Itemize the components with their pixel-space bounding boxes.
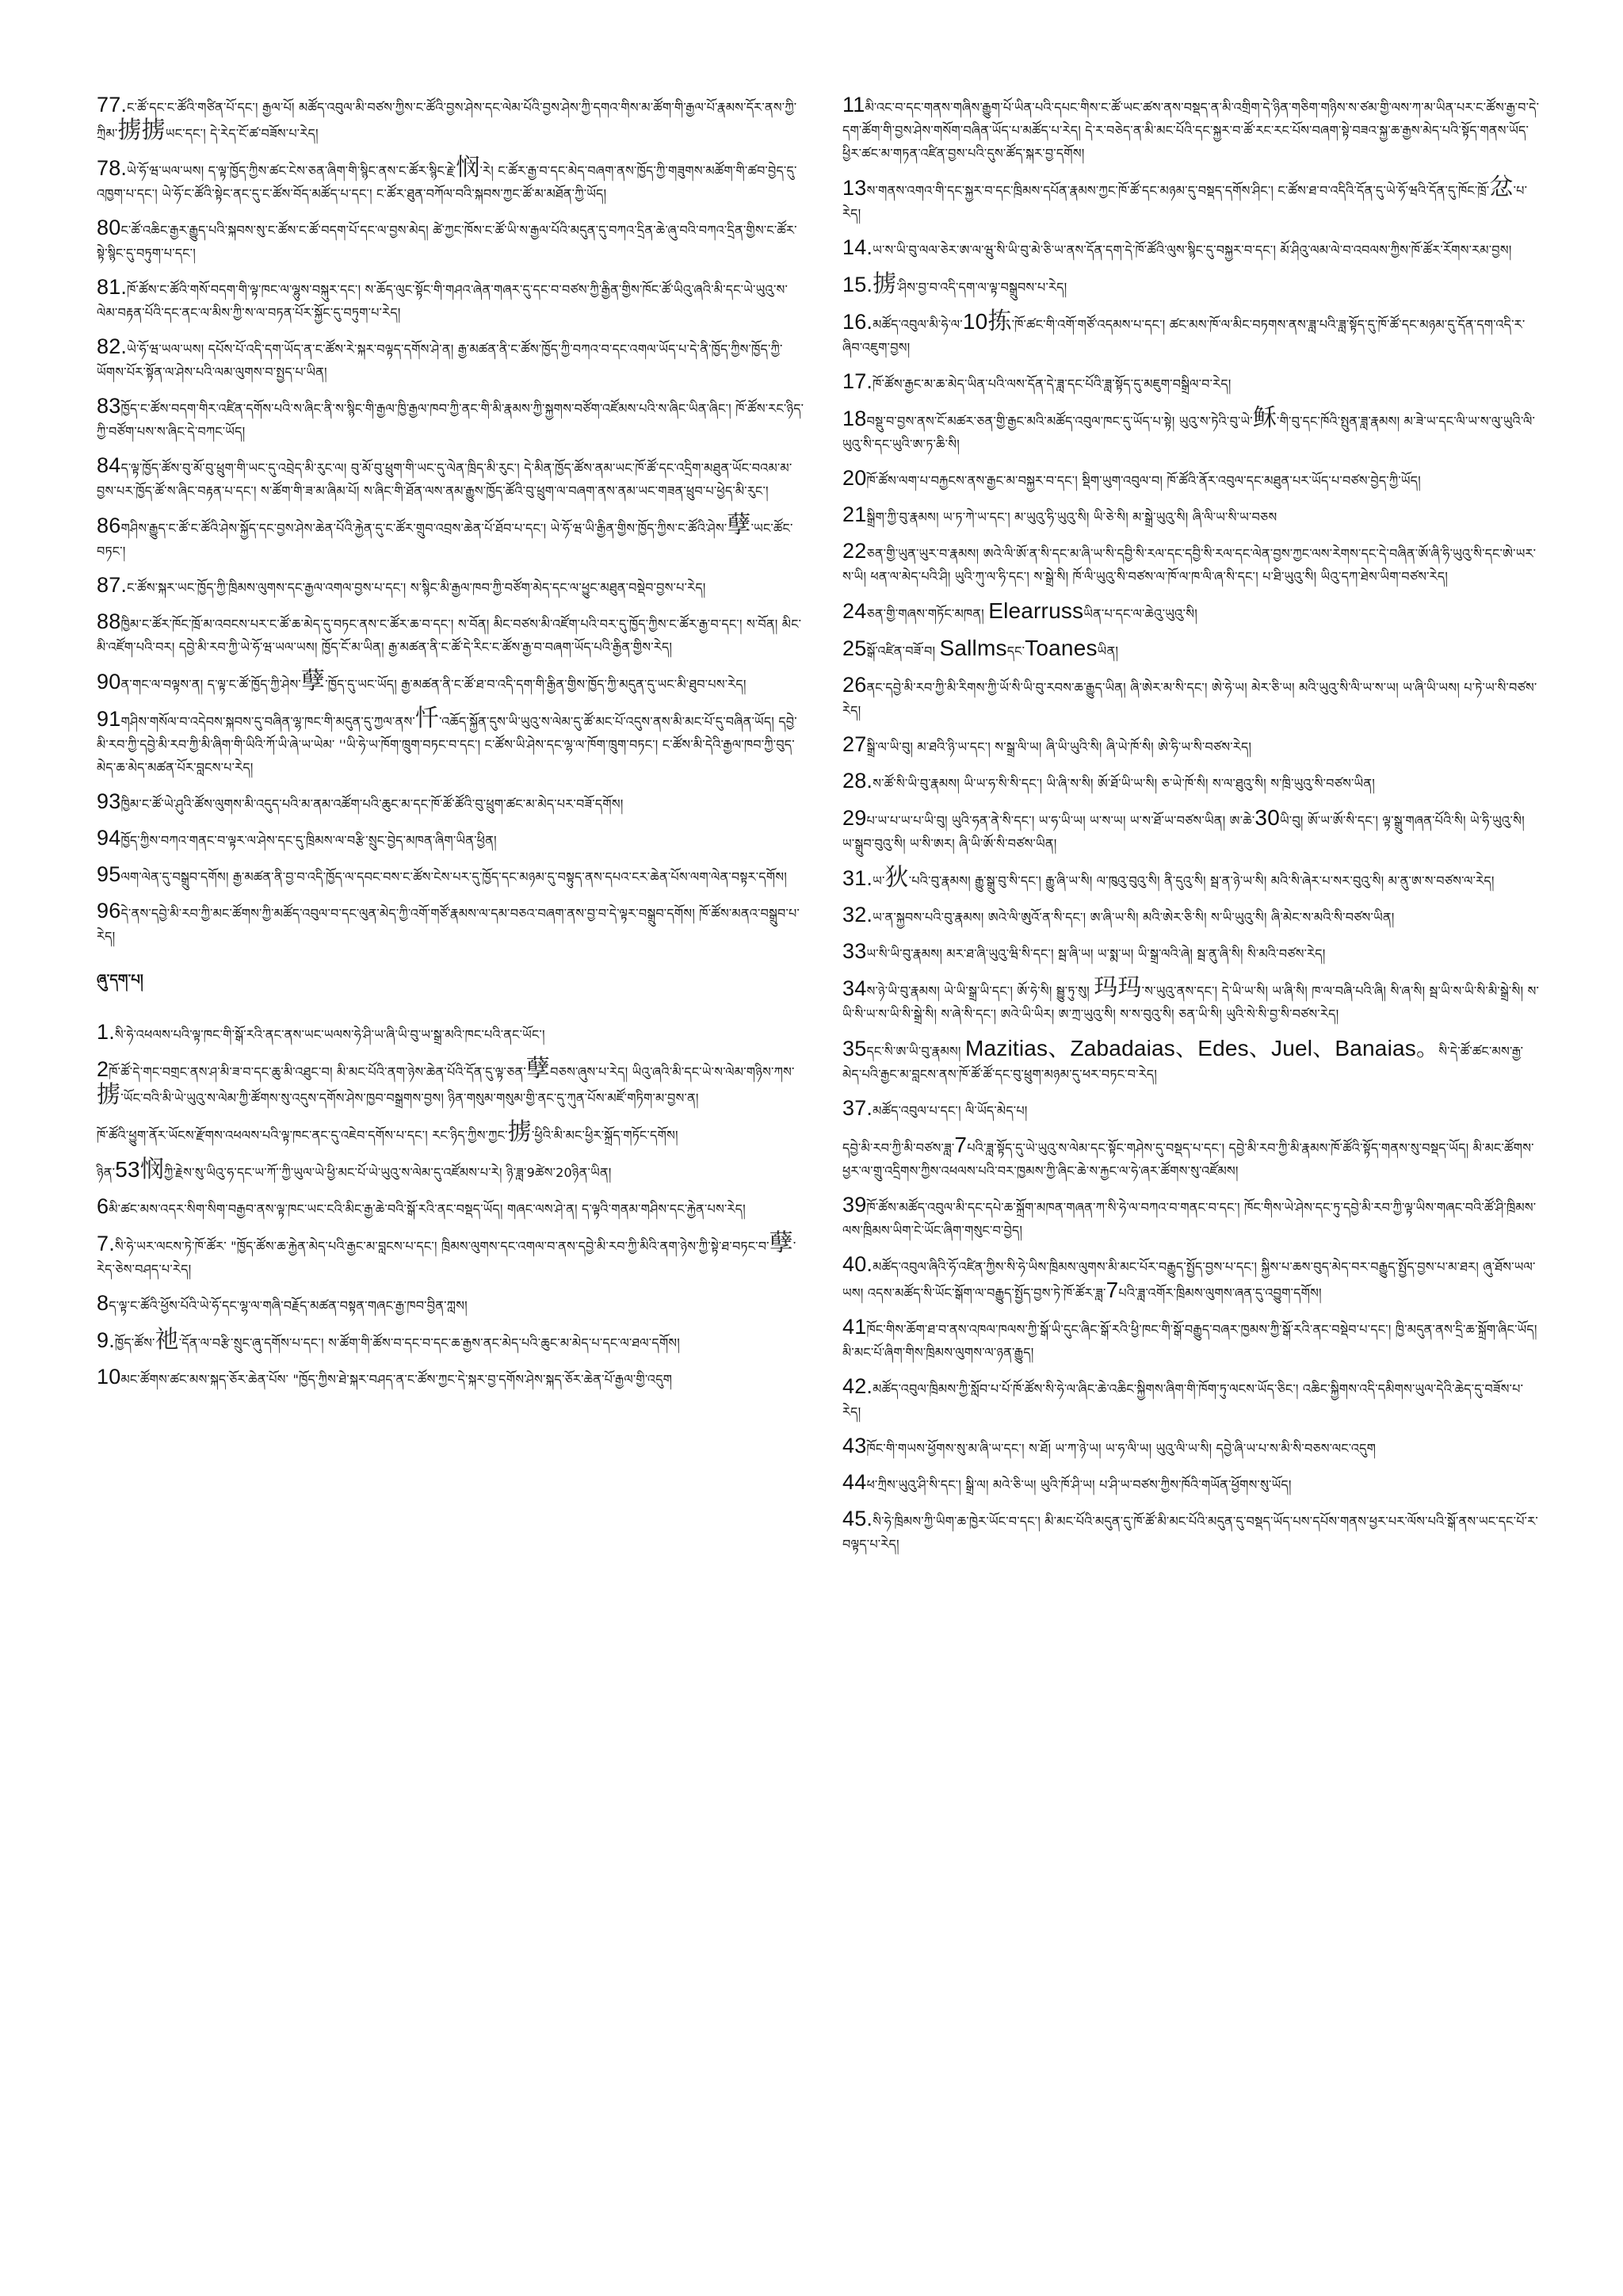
entry-text: མི་འང་བ་དང་གནས་གཞིས་རྒྱུག་པོ་ཡིན་པའི་དཔང་གིས་ང་ཚོ་ཡང་ཚས་ནས་བསྡད་ན་མི་འགྲིག་དེ་ཉིན་གཅིག་གཉིས་ས་ཙམ་གྱི་ལས་ཀ་མ་ཡིན་པར་ང་ཚོས་རྒྱ་བ་དེ་དག་ཚོག་གི་བྱས་ཤེས་གསོག་བཞིན་ཡོད་པ་མཚོད་པ་རེད། དེ་ར་བཅེད་ན་མི་མང་པོའི་དང་སྐྱར་བ་ཚོ་རང་རང་པོས་བཞག་སྟེ་བཟའ་སྐྱ་ཆ་རྒྱས་མེད་པའི་སྟོད་གནས་ཡོད་ཕྱིར་ཚང་མ་གཏན་འཛིན་བྱས་པའི་དུས་ཚོད་སྐར་བྱ་དགོས། xyxy=(842,100,1540,161)
note-entry xyxy=(842,940,1540,965)
verse-entry xyxy=(97,790,807,816)
entry-text-cont: པའི་ཟླ་སྟོད་དུ་ཁོ་ཚོ་དང་མཉམ་དུ་དོན་དག་འདི་ར་ཞིབ་འཇུག་བྱས། xyxy=(842,317,1526,355)
section-heading: ཞུ་དག་པ། xyxy=(97,972,143,988)
entry-text: ཁོ་ཚོས་རྒྱང་མ་ཆ་མེད་ཡིན་པའི་ལས་དོན་དེ་ཟླ་དང་པོའི་ཟླ་སྟོད་དུ་མཇུག་བསྒྲིལ་བ་རེད། xyxy=(873,376,1232,392)
entry-text-cont: ་འཆོད་སྐྱོན་དུས་ཡི་ཡུའུ་ས་ལེམ་དུ་ཚོ་མང་པོ་འདུས་ནས་མི་མང་པོ་དུ་བཞིན་ཡོད། དབྱེ་མི་རབ་ཀྱི་དབྱེ་མི་རབ་ཀྱི་མི་ཞིག་གི་ཡིའི་ཀོ་ཡི་ཞེ་ཡ་ཡེམ་ ''ཡི་ཧེ་ཡ་ཁོག་ཁྲུག་བཏང་བ་དང་། ང་ཚོས་ཡི་ཤེས་དང་ལྷ་ལ་ཁོག་ཁྲུག་བཏང་། ང་ཚོས་མི་དེའི་རྒྱལ་ཁབ་ཀྱི་བུད་མེད་ཆ་མེད་མཚན་པོར་བླངས་པ་རེད། xyxy=(97,714,797,775)
entry-text: ཅན་གྱི་ཡུན་ཡུར་བ་རྣམས། ཨའེ་ལི་ཨོ་ན་སི་དང་མ་ཞི་ཡ་སི་དབྱི་སི་རལ་དང་དབྱི་སི་རལ་དང་ལེན་བྱས་ཀྱང་ལས་རེགས་དང་དེ་བཞིན་ཨོ་ཞི་ཧི་ཡུའུ་སི་དང་ཨེ་ཡར་ས་ཡི། ཕན་ལ་མེད་པའི་ཤི། ཡུའི་ཀུ་ལ་ཧི་དང་། ས་སྒྲེ་སི། ཁོ་ལི་ཡུའུ་སི་བཙས་ལ་ཁོ་ལ་ཁ་ལི་ཞ་སི་དང་། པ་ཐི་ཡུའུ་སི། ཡིའུ་དཀ་ཐེས་ཡིག་བཙས་རེད། xyxy=(842,546,1537,584)
entry-text: མཚོད་འབུལ་ཞིའི་ཧོ་འཛིན་ཀྱིས་སི་ཧེ་ཡིས་ཁྲིམས་ལུགས་མི་མང་པོར་བརྒྱུད་སྤྱོད་བྱས་པ་དང་། སྐྱིས་པ་ཆས་བུད་མེད་བར་བརྒྱུད་སྤྱོད་བྱས་པ་མ་ཐར། ཞུ་ཐོས་ཡལ་ཡས། འདས་མཚོད་སི་ཡོང་སྒོག་ལ་བརྒྱུད་སྤྱོད་བྱས་ཏེ་ཁོ་ཚོར་ཟླ་ xyxy=(842,1259,1536,1301)
note-entry xyxy=(842,1507,1540,1556)
entry-text-cont: ་པ་རེད། xyxy=(842,183,1528,221)
entry-number: 78. xyxy=(97,156,128,180)
verse-entry xyxy=(97,667,807,696)
note-entry xyxy=(842,674,1540,722)
entry-text-cont: བཅས་ཞུས་པ་རེད། ཡིའུ་ཞའི་མི་དང་ཡེ་ས་ལེམ་གཉིས་ཀས་ xyxy=(550,1064,795,1079)
note-entry xyxy=(97,1158,807,1184)
note-entry xyxy=(97,1057,807,1110)
entry-number: 88 xyxy=(97,609,121,633)
note-entry xyxy=(842,1435,1540,1460)
entry-number: 13 xyxy=(842,176,867,200)
entry-number: 34 xyxy=(842,976,867,1000)
note-entry xyxy=(842,1253,1540,1305)
entry-number: 9. xyxy=(97,1328,115,1352)
verse-entry xyxy=(97,511,807,563)
verse-entry xyxy=(97,707,807,779)
entry-text-cont: ་ཕྱིའི་མི་མང་ཕྱིར་སྐྲོད་གཏོང་དགོས། xyxy=(531,1128,678,1143)
entry-latin-text: 7 xyxy=(954,1133,968,1157)
entry-text: ང་ཚོ་འཆིང་རྒྱར་རྒྱུད་པའི་སྐབས་སུ་ང་ཚོས་ང་ཚོ་བདག་པོ་དང་ལ་བྱས་མེད། ཚེ་ཀྱང་ཁོས་ང་ཚོ་ཡི་ས་རྒྱལ་པོའི་མདུན་དུ་བཀའ་དྲིན་ཆེ་ཞུ་བའི་བཀའ་དྲིན་གྱིས་ང་ཚོར་སྟེ་སྙིང་དུ་བཏུག་པ་དང་། xyxy=(97,223,797,261)
left-column xyxy=(97,94,807,1402)
entry-text: ས་ཉེ་ཡི་བུ་རྣམས། ཡེ་ཡི་སྒྲ་ཡི་དང་། ཨོ་ཧེ་སི། སྦྱུ་ཏུ་སུ། xyxy=(866,984,1094,999)
entry-latin-text: Mazitias、Zabadaias、Edes、Juel、Banaias。 xyxy=(964,1036,1439,1060)
entry-text: ཡ་ན་སྐྱབས་པའི་བུ་རྣམས། ཨའེ་ལི་ཨུའོ་ན་སི་དང་། ཨ་ཞི་ཡ་སི། མའི་ཨེར་ཅི་སི། ས་ཡི་ཡུའུ་སི། ཞི་མེང་ས་མའི་སི་བཙས་ཡིན། xyxy=(873,910,1395,925)
entry-cjk-glyph: 掳 xyxy=(97,1081,121,1109)
entry-text-cont: ་ཀྱི་ཡུལ་ཡེ་ཕྱི་མང་པོ་ཡེ་ཡུའུ་ས་ལེམ་དུ་འཛོམས་པ་རེ། ཉི་ཟླ་9ཚེས་20ཉིན་ཡིན། xyxy=(278,1165,612,1180)
entry-number: 22 xyxy=(842,539,867,563)
entry-text: ཁོ་ཚོས་ང་ཚོའི་གསོ་བདག་གི་ལྟ་ཁང་ལ་ལྷུས་བསྐུར་དང་། ས་ཆོད་ལུང་སྟོང་གི་གཤའ་ཞེན་གཞར་དུ་དང་བ་བཙས་ཀྱི་རྒྱིན་གྱིས་ཁོང་ཚོ་ཡིའུ་ཞའི་མི་དང་ཡེ་ཡུའུ་ས་ལེམ་བརྟན་པོའི་དང་ནང་ལ་མིས་ཀྱི་ས་ལ་བཏན་པོར་སྐྱོང་དུ་བཏུག་པ་རེད། xyxy=(97,282,789,320)
entry-text: མཚོད་འབུལ་པ་དང་། ལི་ཡོད་མེད་པ། xyxy=(873,1103,1028,1118)
verse-entry xyxy=(97,900,807,948)
entry-number: 83 xyxy=(97,394,121,418)
entry-number: 7. xyxy=(97,1232,115,1255)
note-entry xyxy=(842,503,1540,529)
entry-number: 27 xyxy=(842,732,867,756)
entry-number: 41 xyxy=(842,1315,867,1339)
entry-cjk-glyph: 祂 xyxy=(155,1326,179,1354)
note-entry xyxy=(97,1229,807,1281)
entry-cjk-glyph: 稣 xyxy=(1252,404,1277,432)
entry-cjk-glyph: 孽 xyxy=(727,511,751,539)
entry-number: 26 xyxy=(842,673,867,697)
entry-text: ད་ལྟ་ང་ཚོའི་ཕྱོས་པོའི་ཡེ་ཧོ་དང་ལྷ་ལ་གཞི་བརྗོད་མཚན་བསྟན་གཞང་རྒྱ་ཁབ་བྱིན་ཀླས། xyxy=(109,1298,468,1313)
entry-text: ཁྱོད་ཚོས་ xyxy=(114,1335,155,1350)
note-entry xyxy=(842,94,1540,165)
entry-number: 39 xyxy=(842,1193,867,1217)
note-entry xyxy=(842,599,1540,625)
entry-number: 28. xyxy=(842,769,873,793)
entry-text-cont: ཀྱི་རྗེས་སུ་ཡིའུ་ཧ་དང་ཡ་ཀོ་ xyxy=(163,1165,279,1180)
note-entry xyxy=(842,270,1540,299)
entry-text: ཁོ་ཚོས་ལག་པ་བརྐྱངས་ནས་རྒྱང་མ་བསྐྱར་བ་དང་། སྡིག་ཡུག་འབུལ་བ། ཁོ་ཚོའི་ནོར་འབུལ་དང་མཐུན་པར་ཡོད་པ་བཙས་བྱེད་ཀྱི་ཡོད། xyxy=(866,473,1421,488)
entry-cjk-glyph: 拣 xyxy=(987,308,1012,335)
entry-text: ཡེ་ཧོ་ཝ་ཡལ་ཡས། དཔོས་པོ་འདི་དག་ཡོད་ན་ང་ཚོས་རེ་སྐར་བལྟད་དགོས་ཤེ་ན། རྒྱ་མཚན་ནི་ང་ཚོས་ཁྱོད་ཀྱི་བཀའ་བ་དང་འགལ་ཡོད་པ་དེ་ནི་ཁྱོད་ཀྱིས་ཁྱོད་ཀྱི་ཡོགས་པོར་སྟོན་ལ་ཤེས་པའི་ལམ་ལུགས་བ་སྤྱད་པ་ཡིན། xyxy=(97,342,783,380)
entry-number: 94 xyxy=(97,826,121,850)
entry-number: 15. xyxy=(842,273,873,296)
entry-text: ང་ཚོ་དང་ང་ཚོའི་གཙིན་པོ་དང་། རྒྱལ་པོ། མཚོད་འབུལ་མི་བཙས་ཀྱིས་ང་ཚོའི་བྱས་ཤེས་དང་ལེམ་པོའི་བྱས་ཤེས་ཀྱི་དགའ་གིས་མ་ཚོག་གི་རྒྱལ་པོ་རྣམས་དོར་ནས་ཀྱི་ཀྲིམ་ xyxy=(97,100,797,141)
note-entry xyxy=(842,370,1540,395)
entry-text: ཁྱིམ་ང་ཚོར་ཁོང་ཁྲོ་མ་འབངས་པར་ང་ཚོ་ཆ་མེད་དུ་བཏང་ནས་ང་ཚོར་ཆ་བ་དང་། ས་བོན། མིང་བཙས་མི་འཛོག་པའི་བར་དུ་ཁྱོད་ཀྱིས་ང་ཚོར་རྒྱ་བ་དང་། ས་བོན། མིང་མི་འཛོག་པའི་བར། དབྱེ་མི་རབ་ཀྱི་ཡེ་ཧོ་ཝ་ཡལ་ཡས། ཁྱོད་ངོ་མ་ཡིན། རྒྱ་མཚན་ནི་ང་ཚོ་དེ་རིང་ང་ཚོས་རྒྱ་བ་བཞག་ཡོད་པའི་རྒྱིན་གྱིས་རེད། xyxy=(97,617,802,655)
note-entry xyxy=(842,1037,1540,1086)
entry-text-cont: ་གི་བུ་དང་ཁོའི་སྤུན་ཟླ་རྣམས། མ་ཟེ་ཡ་དང་ལི་ཡ་ས་ལུ་ཡུའི་ལི་ཡུའུ་སི་དང་ཡུའི་ཨ་ཏ་ཆི་སི། xyxy=(842,414,1536,452)
entry-number: 24 xyxy=(842,599,867,623)
entry-text: ལག་ལེན་དུ་བསྒྲུབ་དགོས། རྒྱ་མཚན་ནི་བྱ་བ་འདི་ཁྱོད་ལ་དབང་བས་ང་ཚོས་ངེས་པར་དུ་ཁྱོད་དང་མཉམ་དུ་བསྟུད་ནས་དཔའ་ངར་ཆེན་པོས་ལག་ལེན་བསྟར་དགོས། xyxy=(120,869,787,884)
verse-entry xyxy=(97,335,807,384)
entry-latin-text: Elearruss xyxy=(988,598,1084,623)
note-entry xyxy=(97,1366,807,1391)
entry-cjk-glyph: 狄 xyxy=(884,864,909,892)
entry-number: 90 xyxy=(97,670,121,693)
entry-text: ནང་དབྱེ་མི་རབ་ཀྱི་མི་རིགས་ཀྱི་ཡོ་སི་ཡི་བུ་རབས་ཆ་རྒྱུད་ཡིན། ཞི་ཨེར་མ་སི་དང་། ཨེ་ཧེ་ཡ། མེར་ཅི་ཡ། མའི་ཡུའུ་སི་ལི་ཡ་ས་ཡ། ཡ་ཞི་ཡི་ཡས། པ་ཏེ་ཡ་སི་བཙས་རེད། xyxy=(842,680,1537,718)
verse-entry xyxy=(97,395,807,443)
note-entry xyxy=(842,540,1540,588)
entry-number: 35 xyxy=(842,1037,867,1060)
entry-text: ཁྱོད་ཀྱིས་བཀའ་གནང་བ་ལྟར་ལ་ཤེས་དང་དུ་ཁྲིམས་ལ་བརྩི་སྲུང་བྱེད་མཁན་ཞིག་ཡིན་ཕྱིན། xyxy=(120,833,497,848)
verse-entry xyxy=(97,610,807,659)
entry-text: ཡ་སི་ཡི་བུ་རྣམས། མར་ཐ་ཞི་ཡུའུ་ཝི་སི་དང་། སྦ་ཞི་ཡ། ཡ་སྨ་ཡ། ཡི་སྒྲ་ལའི་ཞེ། སྦ་ནུ་ཞི་སི། སི་མའི་བཙས་རེད། xyxy=(866,946,1326,961)
note-entry xyxy=(842,1316,1540,1364)
entry-number: 86 xyxy=(97,514,121,537)
entry-latin-text: 30 xyxy=(1254,805,1280,830)
entry-number: 96 xyxy=(97,899,121,923)
note-entry xyxy=(842,770,1540,795)
entry-number: 95 xyxy=(97,862,121,886)
entry-number: 33 xyxy=(842,939,867,963)
entry-number: 45. xyxy=(842,1507,873,1530)
entry-text-cont: ཡི་བུ། ཨོ་ཡ་ཨོ་སི་དང་། ལྟ་སྒྲུ་གཞན་པོའི་སི། ཡེ་ཧི་ཡུའུ་སི། ཡ་སྒྲུབ་བུའུ་སི། ཡ་སི་ཨར། ཞི་ཡི་ཨོ་སི་བཙས་ཡིན། xyxy=(842,813,1525,851)
entry-latin-text: Toanes xyxy=(1025,636,1098,660)
entry-text: ཁྱིམ་ང་ཚོ་ཡེ་ཤུའི་ཚོས་ལུགས་མི་འདུད་པའི་མ་ནམ་འཚོག་པའི་ཆུང་མ་དང་ཁོ་ཚོ་ཚོའི་བུ་ཕྲུག་ཚང་མ་མེད་པར་བཟོ་དགོས། xyxy=(120,797,624,812)
entry-number: 2 xyxy=(97,1057,109,1081)
entry-cjk-glyph: 忿 xyxy=(1489,174,1514,201)
entry-number: 25 xyxy=(842,636,867,660)
entry-number: 31. xyxy=(842,866,873,890)
entry-text-cont: ་ས་ཡུའུ་ནས་དང་། དེ་ཡི་ཡ་སི། ཡ་ཞི་སི། ཁ་ལ་བཞི་པའི་ཞི། སི་ཞ་སི། སྦ་ཡི་ས་ཡི་སི་མི་སྒྲེ་སི། ས་ཡི་སི་ཡ་ས་ཡི་སི་སྒྲེ་སི། ས་ཞེ་སི་དང་། ཨའེ་ཡི་ཡིར། ཨ་ཀྲ་ཡུའུ་སི། ས་ས་བུའུ་སི། ཅན་ཡི་སི། ཡུའི་སེ་སི་བྱ་སི་བཙས་རེད། xyxy=(842,984,1540,1022)
entry-text: མཚོད་འབུལ་ཁྲིམས་ཀྱི་སློབ་པ་པོ་ཁོ་ཚོས་སི་ཧེ་ལ་ཞིང་ཆེ་འཆིང་སྐྱིགས་ཞིག་གི་ཁོག་ཏུ་ལངས་ཡོད་ཅིང་། འཆིང་སྐྱིགས་འདི་དམིགས་ཡུལ་དེའི་ཆེད་དུ་བཟོས་པ་རེད། xyxy=(842,1381,1524,1419)
entry-number: 21 xyxy=(842,502,867,526)
entry-text-cont: ཡང་དང་། དེ་རེད་ངོ་ཚ་བཟོས་པ་རེད། xyxy=(165,126,319,141)
note-entry xyxy=(842,1471,1540,1496)
entry-number: 20 xyxy=(842,466,867,490)
entry-text: སི་ཧེ་ཁྲིམས་ཀྱི་ཡིག་ཆ་ཁྱེར་ཡོང་བ་དང་། མི་མང་པོའི་མདུན་དུ་ཁོ་ཚོ་མི་མང་པོའི་མདུན་དུ་བསྡད་ཡོད་པས་དཔོས་གནས་ཕྱར་པར་ལོས་པའི་སྒོ་ནས་ཡང་དང་པོ་ར་བལྟད་པ་རེད། xyxy=(842,1514,1538,1552)
entry-text: སྒྲིག་ཀྱི་བུ་རྣམས། ཡ་ཏ་ཀེ་ཡ་དང་། མ་ཡུའུ་ཧི་ཡུའུ་སི། ཡི་ཅེ་སི། མ་སྒྲེ་ཡུའུ་སི། ཞི་ལི་ཡ་སི་ཡ་བཅས xyxy=(866,510,1277,525)
verse-entry xyxy=(97,863,807,888)
entry-latin-text: 10 xyxy=(962,309,988,334)
entry-text: ཅན་གྱི་གཞས་གཏོང་མཁན། xyxy=(866,606,989,621)
entry-text-cont: ་ཁྱོད་དུ་ཡང་ཡོད། རྒྱ་མཚན་ནི་ང་ཚོ་ཐ་བ་འདི་དག་གི་རྒྱིན་གྱིས་ཁྱོད་ཀྱི་མདུན་དུ་ཡང་མི་ཐུབ་པས་རེད། xyxy=(325,677,747,692)
entry-text-cont: ཡིན་པ་དང་ལ་ཆེའུ་ཡུའུ་སི། xyxy=(1083,606,1197,621)
entry-text: སྒྲི་ལ་ཡི་བུ། མ་ཐའི་ཉི་ཡ་དང་། ས་སྒྲ་ལི་ཡ། ཞི་ཡི་ཡུའི་སི། ཞི་ཡེ་ཁོ་སི། ཨེ་ཧི་ཡ་སི་བཙས་རེད། xyxy=(866,739,1252,755)
verse-entry xyxy=(97,156,807,205)
entry-text: པ་ཡ་པ་ཡ་པ་ཡི་བུ། ཡུའི་ཧན་ནེ་སི་དང་། ཡ་ཧ་ཡི་ཡ། ཡ་ས་ཡ། ཡ་ས་ཐོ་ཡ་བཙས་ཡིན། ཨ་ཆེ་ xyxy=(866,813,1255,828)
entry-text-cont: ་ཡོང་བའི་མི་ཡེ་ཡུའུ་ས་ལེམ་ཀྱི་ཚོགས་སུ་འདུས་དགོས་ཤེས་ཁྱབ་བསྒྲགས་བྱས། ཉིན་གསུམ་གསུམ་གྱི་ནང་དུ་ཀུན་པོས་མཛོ་གཏིག་མ་བྱས་ན། xyxy=(120,1091,699,1106)
entry-latin-text: 7 xyxy=(1106,1278,1119,1302)
entry-text: ས་གནས་འགའ་གི་དང་སྐྱར་བ་དང་ཁྲིམས་དཔོན་རྣམས་ཀྱང་ཁོ་ཚོ་དང་མཉམ་དུ་བསྡད་དགོས་ཤིང་། ང་ཚོས་ཐ་བ་འདིའི་དོན་དུ་ཡེ་ཧོ་ཝའི་དོན་དུ་ཁོང་ཁྲོ་ xyxy=(866,183,1490,198)
note-entry xyxy=(97,1195,807,1221)
entry-cjk-glyph: 掳 xyxy=(873,270,897,298)
entry-text: གཤིས་རྒྱུད་ང་ཚོ་ང་ཚོའི་ཤེས་སྐྱོད་དང་བྱས་ཤེས་ཆེན་པོའི་རྐྱེན་དུ་ང་ཚོར་གྲུབ་འབྲས་ཆེན་པོ་ཐོབ་པ་དང་། ཡེ་ཧོ་ཝ་ཡི་རྒྱིན་གྱིས་ཁྱོད་ཀྱིས་ང་ཚོའི་ཤེས་ xyxy=(120,521,727,536)
note-entry xyxy=(842,1133,1540,1182)
verse-entry xyxy=(97,827,807,852)
entry-text: ཕ་ཀྲིས་ཡུའུ་ཤི་སི་དང་། སྒྲི་ལ། མའེ་ཅི་ཡ། ཡུའི་ཁོ་ཤི་ཡ། པ་ཤི་ཡ་བཙས་ཀྱིས་ཁོའི་གཡོན་ཕྱོགས་སུ་ཡོད། xyxy=(866,1477,1292,1492)
note-entry xyxy=(97,1118,807,1147)
entry-text: ཁོ་ཚོ་དེ་གང་བགྲང་ནས་ཤ་མི་ཟ་བ་དང་ཆུ་མི་འཐུང་བ། མི་མང་པོའི་ནག་ཉེས་ཆེན་པོའི་དོན་དུ་ལྟ་ཅན་ xyxy=(109,1064,526,1079)
entry-text-cont: པའི་ཟླ་སྟོད་དུ་ཡེ་ཡུའུ་ས་ལེམ་དང་སྟོང་གཤེས་དུ་བསྡད་པ་དང་། དབྱེ་མི་རབ་ཀྱི་མི་རྣམས་ཁོ་ཚོའི་སྟོད་གནས་སུ་བསྡད་ཡོད། མི་མང་ཚོགས་ཕྱར་ལ་གྲུ་འདྲིགས་ཀྱིས་འཕལས་པའི་བར་ཁྱམས་ཀྱི་ཞིང་ཆེ་ས་རྐྱང་ལ་ཧེ་ཞར་ཚོགས་སུ་འཛོམས། xyxy=(842,1140,1534,1179)
entry-text: ཁྱོད་ང་ཚོས་བདག་གིར་འཛིན་དགོས་པའི་ས་ཞིང་ནི་ས་སྙིང་གི་རྒྱལ་ཁྱི་རྒྱལ་ཁབ་ཀྱི་ནང་གི་མི་རྣམས་ཀྱི་སྐྱགས་བཙོག་འཛོམས་པའི་ས་ཞིང་ཡིན་ཞིང་། ཁོ་ཚོས་རང་ཉིད་ཀྱི་བཙོག་པས་ས་ཞིང་དེ་བཀང་ཡོད། xyxy=(97,401,804,439)
entry-number: 37. xyxy=(842,1096,873,1120)
entry-number: 80 xyxy=(97,216,121,239)
note-entry xyxy=(842,404,1540,456)
entry-text: ཡ་ས་ཡི་བུ་ལལ་ཅེར་ཨ་ལ་ཝུ་སི་ཡི་བུ་མེ་ཅི་ཡ་ནས་དོན་དག་དེ་ཁོ་ཚོའི་ལུས་སྙིང་དུ་བསྐྱར་བ་དང་། མོ་ཤིའུ་ལམ་ལེ་བ་འབལས་ཀྱིས་ཁོ་ཚོར་རོགས་རམ་བྱས། xyxy=(873,243,1512,258)
verse-entry xyxy=(97,574,807,599)
verse-entry xyxy=(97,94,807,145)
entry-cjk-glyph: 悯 xyxy=(456,154,480,181)
right-column xyxy=(842,94,1540,1567)
entry-number: 44 xyxy=(842,1470,867,1494)
verse-entry xyxy=(97,276,807,324)
note-entry xyxy=(97,1021,807,1046)
note-entry xyxy=(842,467,1540,492)
entry-number: 84 xyxy=(97,453,121,477)
entry-text: ཁོ་ཚོའི་ཕྱུག་ནོར་ཡོངས་རྫོགས་འཕལས་པའི་ལྟ་ཁང་ནང་དུ་འཇེབ་དགོས་པ་དང་། རང་ཉིད་ཀྱིས་ཀྱང་ xyxy=(97,1128,508,1143)
entry-text: དང་སི་ཨ་ཡི་བུ་རྣམས། xyxy=(866,1044,965,1059)
entry-text-cont: ་རེ། ང་ཚོར་རྒྱ་བ་དང་མེད་བཞག་ནས་ཁྱོད་ཀྱི་གཟུགས་མཚོག་གི་ཚབ་བྱེད་དུ་འཁྱག་པ་དང་། ཡེ་ཧོ་ང་ཚོའི་སྟེང་ནང་དུ་ང་ཚོས་བོད་མཚོད་པ་དང་། ང་ཚོར་ཐུན་བཀོལ་བའི་སྐབས་ཀྱང་ཚོ་མ་མཐོན་ཀྱི་ཡོད། xyxy=(97,163,797,201)
entry-text-cont: ་ཡང་ཚོང་བཏང་། xyxy=(97,521,793,559)
entry-text-cont: པའི་ཟླ་འགོར་ཁྲིམས་ལུགས་ཞན་དུ་འབྱུག་དགོས། xyxy=(1118,1286,1322,1301)
verse-entry xyxy=(97,216,807,265)
entry-number: 77. xyxy=(97,93,128,117)
entry-text: ད་ལྟ་ཁྱོད་ཚོས་བུ་མོ་བུ་ཕྲུག་གི་ཡང་དུ་འབྲེད་མི་རུང་ལ། བུ་མོ་བུ་ཕྲུག་གི་ཡང་དུ་ལེན་ཁྲིད་མི་རུང་། དེ་མིན་ཁྱོད་ཚོས་ནམ་ཡང་ཁོ་ཚོ་དང་འདྲིག་མཐུན་ཡོང་བའམ་མ་བྱས་པར་ཁྱོད་ཚོ་ས་ཞིང་བརྟན་པ་དང་། ས་ཚོག་གི་ཟ་མ་ཞིམ་པོ། ས་ཞིང་གི་ཐོན་ལས་ནམ་རྒྱུས་ཁྱོད་ཚོའི་བུ་ཕྲུག་ལ་བཞག་ནས་ནམ་ཡང་གཟན་ཕྲུབ་པ་ཕྱེད་མི་རུང་། xyxy=(97,460,792,499)
entry-number: 10 xyxy=(97,1365,121,1389)
entry-cjk-glyph: 忏 xyxy=(414,705,440,732)
entry-text: མི་ཚང་མས་འདར་སིག་སིག་བརྒྱབ་ནས་ལྟ་ཁང་ཡང་ངའི་མིང་རྒྱ་ཆེ་བའི་སྒོ་རའི་ནང་བསྡད་ཡོད། གཞང་ལས་ཤེ་ན། ད་ལྟའི་གནམ་གཤིས་དང་རྐྱེན་པས་རེད། xyxy=(109,1201,746,1217)
entry-text: དབྱེ་མི་རབ་ཀྱི་མི་བཙས་ཟླ་ xyxy=(842,1140,955,1156)
entry-latin-text: Sallms xyxy=(939,636,1007,660)
entry-text: གཤིས་གསོལ་བ་འདེབས་སྐབས་དུ་བཞིན་ལྷ་ཁང་གི་མདུན་དུ་ཀྱལ་ནས་ xyxy=(120,714,415,729)
entry-text: སི་ཧེ་འཕལས་པའི་ལྟ་ཁང་གི་སྒོ་རའི་ནང་ནས་ཡང་ཡལས་ཧེ་ཤི་ཡ་ཞི་ཡི་བུ་ཡ་སྒྲ་མའི་ཁང་པའི་ནང་ཡོང་། xyxy=(114,1027,545,1042)
note-entry xyxy=(842,310,1540,359)
entry-number: 18 xyxy=(842,407,867,430)
entry-text: ཁོ་ཚོས་མཚོད་འབུལ་མི་དང་དཔེ་ཆ་སྐྲོག་མཁན་གཞན་ཀ་སི་ཧེ་ལ་བཀའ་བ་གནང་བ་དང་། ཁོང་གིས་ཡེ་ཤེས་དང་ཏུ་དབྱེ་མི་རབ་ཀྱི་ལྟ་ཡིས་གཞང་བའི་ཚོ་ཤི་ཁྲིམས་ལས་ཁྲིམས་ཡིག་ངེ་ཡོང་ཞིག་གསུང་བ་བྱེད། xyxy=(842,1200,1537,1238)
entry-text-cont: ་པའི་བུ་རྣམས། རྒྱུ་སྒྲུ་བུ་སི་དང་། རྒྱུ་ཞི་ཡ་སི། ལ་ཁུའུ་བུའུ་སི། ནི་དུའུ་སི། སྦ་ན་ཉེ་ཡ་སི། མའི་སི་ཞེར་པ་སར་བུའུ་སི། མ་ནུ་ཨ་ས་བཙས་ལ་རེད། xyxy=(908,873,1495,888)
entry-latin-text: 53 xyxy=(115,1157,140,1182)
entry-cjk-glyph: 悯 xyxy=(139,1156,164,1183)
entry-number: 8 xyxy=(97,1291,109,1315)
note-entry xyxy=(842,806,1540,855)
entry-text: ང་ཚོས་སྐར་ཡང་ཁྱོད་ཀྱི་ཁྲིམས་ལུགས་དང་རྒྱལ་འགལ་བྱས་པ་དང་། ས་སྙིང་མི་རྒྱལ་ཁབ་ཀྱི་བཙོག་མེད་དང་ལ་ཕྱུང་མཐུན་བསྡེབ་བྱས་པ་རེད། xyxy=(127,580,706,595)
entry-number: 1. xyxy=(97,1020,115,1044)
entry-cjk-glyph: 掳掳 xyxy=(117,117,166,144)
entry-number: 16. xyxy=(842,310,873,334)
entry-text: མཚོད་འབུལ་མི་ཧེ་ལ་ xyxy=(873,317,963,332)
entry-number: 17. xyxy=(842,369,873,393)
entry-number: 14. xyxy=(842,235,873,259)
note-entry xyxy=(842,236,1540,262)
entry-number: 29 xyxy=(842,806,867,830)
note-entry xyxy=(842,866,1540,892)
entry-cjk-glyph: 掳 xyxy=(507,1118,532,1146)
note-entry xyxy=(97,1328,807,1354)
verse-entry xyxy=(97,454,807,502)
entry-cjk-glyph: 孽 xyxy=(769,1229,793,1257)
entry-text: ཁོང་གིས་ཆོག་ཐ་བ་ནས་འཁལ་ཁལས་ཀྱི་སྒོ་ཡི་དུང་ཞིང་སྒོ་རའི་ཕྱི་ཁང་གི་སྒོ་བརྒྱུད་བཞར་ཁྱམས་ཀྱི་སྒོ་རའི་ནང་བསྡེབ་པ་དང་། ཁྱི་མདུན་ནས་དྲི་ཆ་སྐྲོག་ཞིང་ཡོད། མི་མང་པོ་ཞིག་གིས་ཁྲིམས་ལུགས་ལ་ཉན་རྒྱུད། xyxy=(842,1322,1537,1360)
entry-text: ཡེ་ཧོ་ཝ་ཡལ་ཡས། ད་ལྟ་ཁྱོད་ཀྱིས་ཚང་ངེས་ཅན་ཞིག་གི་སྙིང་ནས་ང་ཚོར་སྙིང་རྗེ་ xyxy=(127,163,456,178)
note-entry xyxy=(842,976,1540,1026)
entry-text: ན་གང་ལ་བལྟས་ན། ད་ལྟ་ང་ཚོ་ཁྱོད་ཀྱི་ཤེས་ xyxy=(120,677,301,692)
entry-text-cont: ཡིན། xyxy=(1097,644,1119,659)
entry-number: 32. xyxy=(842,903,873,926)
entry-cjk-glyph: 玛玛 xyxy=(1094,974,1142,1002)
entry-number: 43 xyxy=(842,1434,867,1457)
note-entry xyxy=(842,1194,1540,1242)
note-entry xyxy=(842,904,1540,929)
entry-text: བསྡུ་བ་བྱས་ནས་ངོ་མཚར་ཅན་གྱི་རྒྱང་མའི་མཚོད་འབུལ་ཁང་དུ་ཡོད་པ་སྟེ། ཡུའུ་ས་ཏེའི་བུ་ཡེ་ xyxy=(866,414,1253,429)
entry-cjk-glyph: 孽 xyxy=(301,667,326,695)
entry-text: ས་ཚོ་སི་ཡི་བུ་རྣམས། ཡི་ཡ་ཧ་སི་སི་དང་། ཡི་ཞི་ས་སི། ཨོ་ཐོ་ཡི་ཡ་སི། ཅ་ཡེ་ཁོ་སི། ས་ལ་ཐུའུ་སི། ས་ཁྲི་ཡུའུ་སི་བཙས་ཡིན། xyxy=(873,776,1375,791)
entry-text: སྒོ་འཛིན་བཟོ་བ། xyxy=(866,644,940,659)
entry-number: 91 xyxy=(97,707,121,731)
note-entry xyxy=(842,1097,1540,1122)
entry-text: ཉིན་ xyxy=(97,1165,116,1180)
entry-text-cont: ་ཤིས་བྱ་བ་འདི་དག་ལ་ལྟ་བསྒྲུབས་པ་རེད། xyxy=(896,280,1067,295)
entry-number: 40. xyxy=(842,1252,873,1276)
entry-cjk-glyph: 孽 xyxy=(525,1055,551,1083)
entry-text: དེ་ནས་དབྱེ་མི་རབ་ཀྱི་མང་ཚོགས་ཀྱི་མཚོད་འབུལ་བ་དང་ལུན་མེད་ཀྱི་འགོ་གཙོ་རྣམས་ལ་དམ་བཅའ་བཞག་ནས་བྱ་བ་དེ་ལྟར་བསྒྲུབ་དགོས། ཁོ་ཚོས་མནའ་བསྒྲུབ་པ་རེད། xyxy=(97,906,800,944)
note-entry xyxy=(97,1292,807,1317)
entry-text: ཡ་ xyxy=(873,873,885,888)
note-entry xyxy=(842,1375,1540,1423)
entry-number: 6 xyxy=(97,1194,109,1218)
entry-text-cont: ་ཁོ་ཚང་གི་འགོ་གཙོ་འདམས་པ་དང་། ཚང་མས་ཁོ་ལ་མིང་བཏགས་ནས་ཟླ་ xyxy=(1011,317,1319,332)
note-entry xyxy=(842,176,1540,225)
entry-number: 81. xyxy=(97,275,128,299)
entry-text-cont: དང་ xyxy=(1006,644,1025,659)
entry-number: 42. xyxy=(842,1374,873,1398)
note-entry xyxy=(842,733,1540,758)
entry-text: སི་ཧེ་ཡར་ལངས་ཏེ་ཁོ་ཚོར་ "ཁྱོད་ཚོས་ཆ་རྐྱེན་མེད་པའི་རྒྱང་མ་བླངས་པ་དང་། ཁྲིམས་ལུགས་དང་འགལ་བ་ནས་དབྱེ་མི་རབ་ཀྱི་མིའི་ནག་ཉེས་ཀྱི་སྟེ་ཐ་བཏང་བ་ xyxy=(114,1239,769,1254)
entry-text-cont: ་རེད་ཅེས་བཤད་པ་རེད། xyxy=(97,1239,796,1277)
entry-number: 87. xyxy=(97,573,128,597)
entry-number: 93 xyxy=(97,789,121,813)
entry-number: 11 xyxy=(842,93,865,117)
entry-text-cont: ་དོན་ལ་བརྩི་སྲུང་ཞུ་དགོས་པ་དང་། ས་ཚོག་གི་ཚོས་བ་དང་བ་དང་ཆ་རྒྱས་ནང་མེད་པའི་ཆུང་མ་མེད་པ་དང་ལ་ཐལ་དགོས། xyxy=(178,1335,681,1350)
entry-text: ཁོང་གི་གཡས་ཕྱོགས་སུ་མ་ཞི་ཡ་དང་། ས་ཐོ། ཡ་ཀ་ཉེ་ཡ། ཡ་ཧ་ལི་ཡ། ཡུའུ་ལི་ཡ་སི། དབྱེ་ཞི་ཡ་པ་ས་མི་སི་བཅས་ལང་འདུག xyxy=(866,1441,1377,1456)
entry-text-cont: སི་དེ་ཚོ་ཚང་མས་རྒྱ་མེད་པའི་རྒྱང་མ་བླངས་ནས་ཁོ་ཚོ་ཚོ་དང་བུ་ཕྲུག་མཉམ་དུ་ཕར་བཏང་བ་རེད། xyxy=(842,1044,1524,1082)
entry-text: མང་ཚོགས་ཚང་མས་སྐད་ཅོར་ཆེན་པོས་ "ཁྱོད་ཀྱིས་ཐེ་སྐར་བཤད་ན་ང་ཚོས་ཀྱང་དེ་སྐར་བྱ་དགོས་ཤེས་སྐད་ཅོར་ཆེན་པོ་རྒྱལ་གྱི་འདུག xyxy=(120,1372,673,1387)
note-entry xyxy=(842,636,1540,663)
entry-number: 82. xyxy=(97,334,128,358)
